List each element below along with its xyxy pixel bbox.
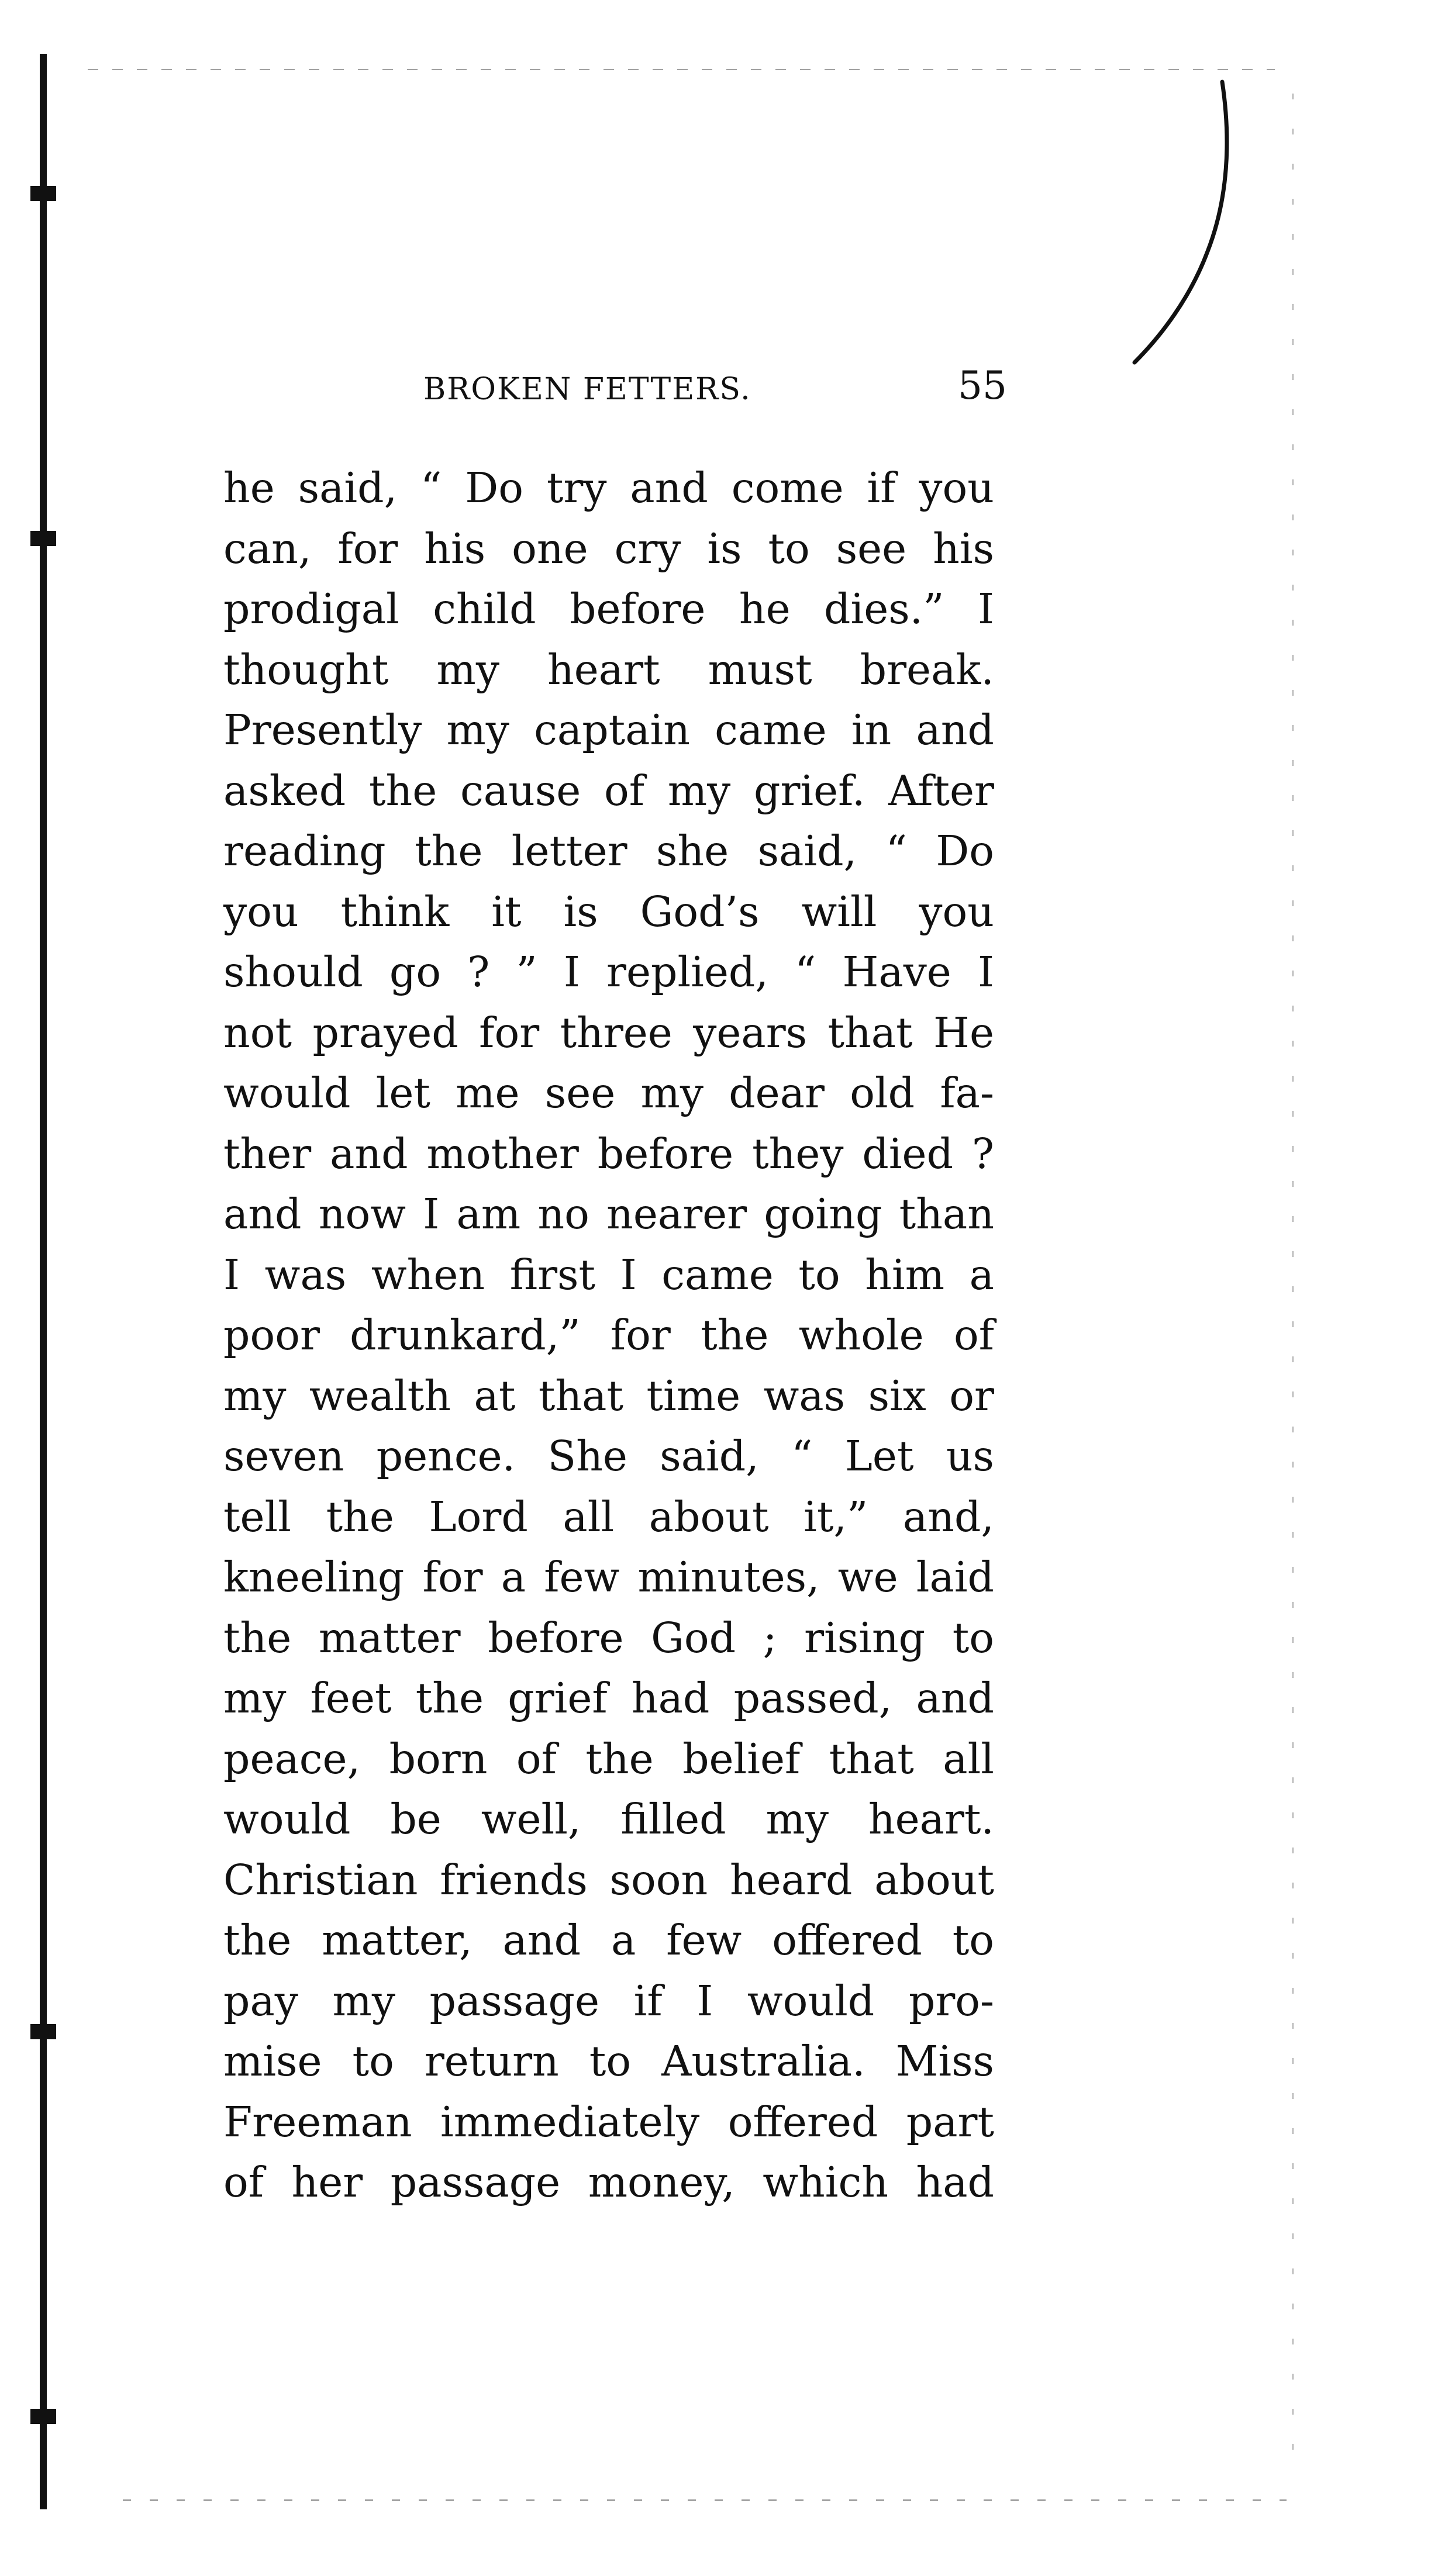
- text-line: prodigal child before he dies.” I: [223, 585, 994, 633]
- text-line: would be well, filled my heart.: [223, 1795, 994, 1843]
- binding-edge: [40, 54, 47, 2509]
- body-text: [223, 458, 994, 2213]
- text-line: asked the cause of my grief. After: [223, 766, 994, 815]
- text-line: he said, “ Do try and come if you: [223, 464, 994, 512]
- scan-speckle-bottom: [123, 2499, 1287, 2501]
- text-line: mise to return to Australia. Miss: [223, 2037, 994, 2085]
- running-head: BROKEN FETTERS.: [423, 372, 751, 407]
- text-line: thought my heart must break.: [223, 645, 994, 694]
- text-line: kneeling for a few minutes, we laid: [223, 1553, 994, 1601]
- text-line: seven pence. She said, “ Let us: [223, 1432, 994, 1480]
- text-line: not prayed for three years that He: [223, 1008, 994, 1057]
- binding-mark: [30, 2409, 56, 2424]
- page-curl-mark: [1129, 70, 1246, 374]
- binding-mark: [30, 186, 56, 201]
- text-line: I was when first I came to him a: [223, 1250, 994, 1299]
- binding-mark: [30, 531, 56, 546]
- scan-speckle-top: [88, 69, 1275, 70]
- text-line: Presently my captain came in and: [223, 706, 994, 754]
- text-line: of her passage money, which had: [223, 2158, 994, 2206]
- page-edge-right: [1292, 94, 1294, 2461]
- text-line: pay my passage if I would pro-: [223, 1976, 994, 2025]
- text-line: my wealth at that time was six or: [223, 1371, 994, 1420]
- text-line: reading the letter she said, “ Do: [223, 827, 994, 875]
- text-line: would let me see my dear old fa-: [223, 1069, 994, 1117]
- text-line: and now I am no nearer going than: [223, 1190, 994, 1238]
- binding-mark: [30, 2024, 56, 2039]
- text-line: you think it is God’s will you: [223, 887, 994, 936]
- page-number: 55: [958, 363, 1007, 408]
- text-line: ther and mother before they died ?: [223, 1129, 994, 1178]
- text-line: Christian friends soon heard about: [223, 1855, 994, 1904]
- text-line: can, for his one cry is to see his: [223, 524, 994, 573]
- text-line: should go ? ” I replied, “ Have I: [223, 948, 994, 996]
- text-line: peace, born of the belief that all: [223, 1734, 994, 1783]
- text-line: tell the Lord all about it,” and,: [223, 1492, 994, 1541]
- text-line: poor drunkard,” for the whole of: [223, 1311, 994, 1359]
- text-line: my feet the grief had passed, and: [223, 1674, 994, 1722]
- text-line: the matter, and a few offered to: [223, 1916, 994, 1964]
- text-line: Freeman immediately offered part: [223, 2097, 994, 2146]
- text-line: the matter before God ; rising to: [223, 1613, 994, 1662]
